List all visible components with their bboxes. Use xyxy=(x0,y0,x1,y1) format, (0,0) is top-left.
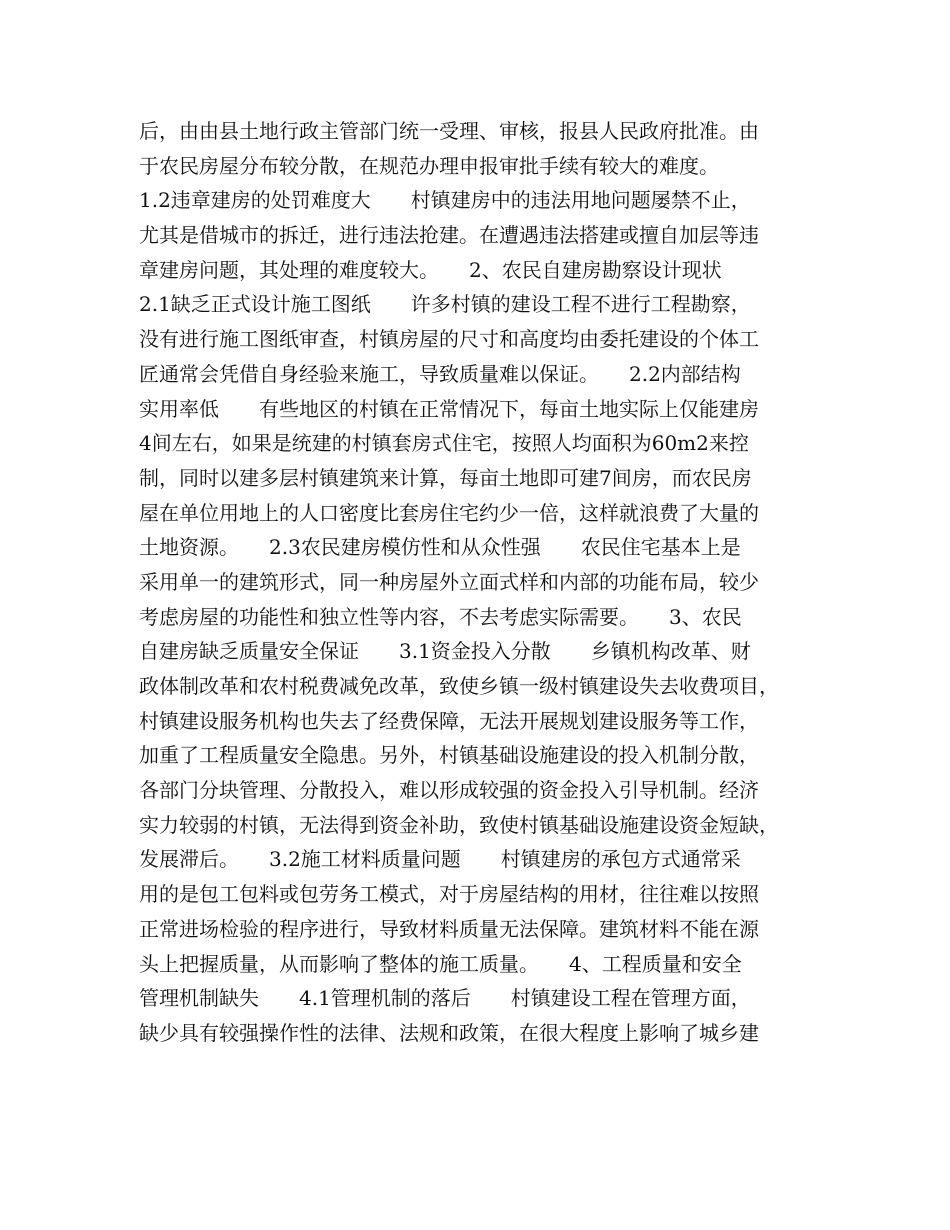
text-line: 实力较弱的村镇，无法得到资金补助，致使村镇基础设施建设资金短缺， xyxy=(139,812,779,837)
text-line: 头上把握质量，从而影响了整体的施工质量。 4、工程质量和安全 xyxy=(139,951,742,976)
text-line: 管理机制缺失 4.1管理机制的落后 村镇建设工程在管理方面， xyxy=(139,986,751,1011)
text-line: 4间左右，如果是统建的村镇套房式住宅，按照人均面积为60m2来控 xyxy=(139,431,749,456)
text-line: 制，同时以建多层村镇建筑来计算，每亩土地即可建7间房，而农民房 xyxy=(139,465,752,490)
text-line: 各部门分块管理、分散投入，难以形成较强的资金投入引导机制。经济 xyxy=(139,778,759,803)
text-line: 发展滞后。 3.2施工材料质量问题 村镇建房的承包方式通常采 xyxy=(139,847,741,872)
text-line: 后，由由县土地行政主管部门统一受理、审核，报县人民政府批准。由 xyxy=(139,119,759,143)
text-line: 政体制改革和农村税费减免改革，致使乡镇一级村镇建设失去收费项目， xyxy=(139,674,779,698)
text-line: 章建房问题，其处理的难度较大。 2、农民自建房勘察设计现状 xyxy=(139,257,722,282)
text-line: 正常进场检验的程序进行，导致材料质量无法保障。建筑材料不能在源 xyxy=(139,916,759,941)
text-line: 用的是包工包料或包劳务工模式，对于房屋结构的用材，往往难以按照 xyxy=(139,882,759,907)
text-line: 于农民房屋分布较分散，在规范办理申报审批手续有较大的难度。 xyxy=(139,153,719,178)
text-line: 采用单一的建筑形式，同一种房屋外立面式样和内部的功能布局，较少 xyxy=(139,569,759,594)
body-text xyxy=(139,114,839,1051)
text-line: 缺少具有较强操作性的法律、法规和政策，在很大程度上影响了城乡建 xyxy=(139,1020,759,1045)
text-line: 屋在单位用地上的人口密度比套房住宅约少一倍，这样就浪费了大量的 xyxy=(139,500,759,525)
text-line: 加重了工程质量安全隐患。另外，村镇基础设施建设的投入机制分散， xyxy=(139,743,759,768)
text-line: 匠通常会凭借自身经验来施工，导致质量难以保证。 2.2内部结构 xyxy=(139,361,741,386)
text-line: 土地资源。 2.3农民建房模仿性和从众性强 农民住宅基本上是 xyxy=(139,535,741,560)
text-line: 没有进行施工图纸审查，村镇房屋的尺寸和高度均由委托建设的个体工 xyxy=(139,327,759,352)
text-line: 自建房缺乏质量安全保证 3.1资金投入分散 乡镇机构改革、财 xyxy=(139,639,751,664)
text-line: 考虑房屋的功能性和独立性等内容，不去考虑实际需要。 3、农民 xyxy=(139,604,742,629)
text-line: 2.1缺乏正式设计施工图纸 许多村镇的建设工程不进行工程勘察， xyxy=(139,292,751,317)
text-line: 尤其是借城市的拆迁，进行违法抢建。在遭遇违法搭建或擅自加层等违 xyxy=(139,223,759,248)
text-line: 1.2违章建房的处罚难度大 村镇建房中的违法用地问题屡禁不止， xyxy=(139,188,751,213)
text-line: 村镇建设服务机构也失去了经费保障，无法开展规划建设服务等工作， xyxy=(139,708,759,733)
text-line: 实用率低 有些地区的村镇在正常情况下，每亩土地实际上仅能建房 xyxy=(139,396,759,421)
